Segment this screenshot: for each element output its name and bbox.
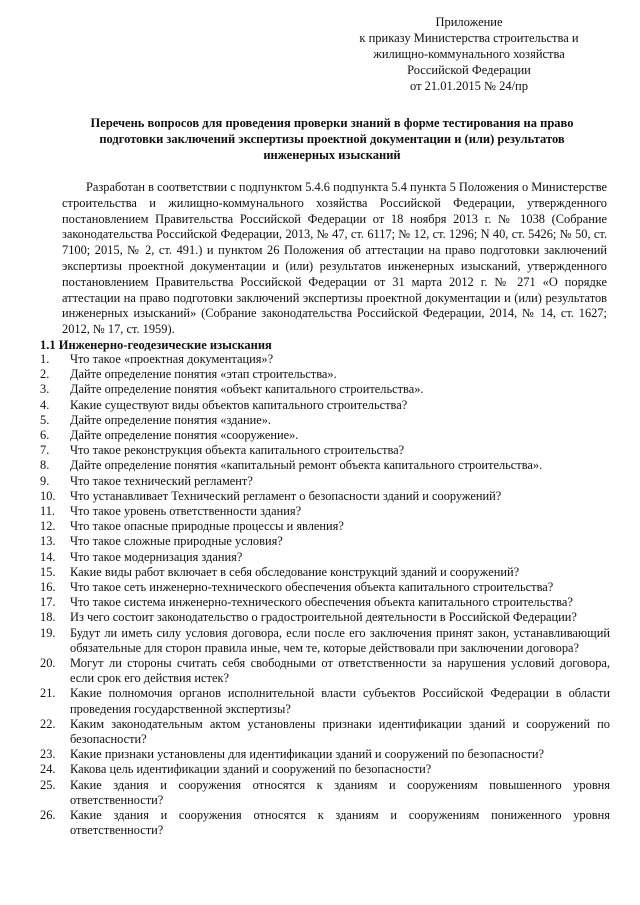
intro-paragraph: Разработан в соответствии с подпунктом 5.4.6 подпункта 5.4 пункта 5 Положения о Министерстве строительства и жилищно-коммунального хозяйства Российской Федерации, утвержденного постановлением Правительства Российской Федерации от 18 ноября 2013 г. № 1038 (Собрание законодательства Российской Федерации, 2013, № 47, ст. 6117; № 12, ст. 1296; N 40, ст. 5426; № 50, ст. 7100; 2015, № 2, ст. 491.) и пунктом 26 Положения об аттестации на право подготовки заключений экспертизы проектной документации и (или) результатов инженерных изысканий, утвержденного постановлением Правительства Российской Федерации от 31 марта 2012 г. № 271 «О порядке аттестации на право подготовки заключений экспертизы проектной документации и (или) результатов инженерных изысканий» (Собрание законодательства Российской Федерации, 2014, № 14, ст. 1627; 2012, № 17, ст. 1959). (62, 180, 607, 337)
question-text: Какие здания и сооружения относятся к зданиям и сооружениям пониженного уровня ответственности? (70, 808, 610, 838)
question-text: Что такое сложные природные условия? (70, 534, 283, 549)
question-item (40, 367, 610, 382)
approval-line: жилищно-коммунального хозяйства (373, 47, 565, 61)
question-text: Что такое технический регламент? (70, 473, 253, 488)
question-number: 3. (40, 382, 50, 397)
question-number: 16. (40, 580, 56, 595)
question-item (40, 550, 610, 565)
question-item (40, 489, 610, 504)
question-number: 4. (40, 397, 50, 412)
question-number: 24. (40, 762, 56, 777)
question-text: Что такое система инженерно-технического обеспечения объекта капитального строительства? (70, 595, 573, 610)
question-number: 26. (40, 808, 56, 823)
question-item (40, 656, 610, 686)
question-text: Какие здания и сооружения относятся к зданиям и сооружениям повышенного уровня ответственности? (70, 777, 610, 807)
question-number: 14. (40, 549, 56, 564)
question-number: 6. (40, 428, 50, 443)
question-item (40, 413, 610, 428)
question-item (40, 686, 610, 716)
question-number: 18. (40, 610, 56, 625)
question-text: Дайте определение понятия «капитальный ремонт объекта капитального строительства». (70, 458, 543, 473)
question-item (40, 595, 610, 610)
question-number: 23. (40, 747, 56, 762)
approval-line: Приложение (435, 15, 503, 29)
approval-line: Российской Федерации (407, 63, 531, 77)
question-item (40, 610, 610, 625)
approval-line: к приказу Министерства строительства и (359, 31, 579, 45)
question-item (40, 565, 610, 580)
question-number: 19. (40, 625, 56, 640)
question-item (40, 504, 610, 519)
question-text: Какова цель идентификации зданий и сооружений по безопасности? (70, 762, 432, 777)
question-number: 17. (40, 595, 56, 610)
question-text: Что такое «проектная документация»? (70, 352, 274, 366)
question-number: 2. (40, 367, 50, 382)
question-number: 7. (40, 443, 50, 458)
question-number: 11. (40, 504, 56, 519)
question-text: Каким законодательным актом установлены признаки идентификации зданий и сооружений по безопасности? (70, 716, 610, 747)
question-number: 5. (40, 412, 50, 427)
question-item (40, 534, 610, 549)
question-number: 20. (40, 656, 56, 671)
question-number: 22. (40, 716, 56, 731)
question-text: Дайте определение понятия «здание». (70, 412, 272, 427)
question-text: Из чего состоит законодательство о градостроительной деятельности в Российской Федерации? (70, 610, 577, 625)
question-item (40, 398, 610, 413)
question-number: 25. (40, 777, 56, 792)
question-item (40, 519, 610, 534)
question-number: 13. (40, 534, 56, 549)
question-item (40, 626, 610, 656)
question-text: Могут ли стороны считать себя свободными от ответственности за нарушения условий договора, если срок его действия истек? (70, 656, 610, 686)
question-item (40, 717, 610, 747)
question-number: 1. (40, 352, 50, 366)
question-number: 12. (40, 519, 56, 534)
question-text: Какие признаки установлены для идентификации зданий и сооружений по безопасности? (70, 747, 545, 762)
approval-line: от 21.01.2015 № 24/пр (409, 79, 528, 93)
question-text: Дайте определение понятия «объект капитального строительства». (70, 382, 424, 397)
question-item (40, 762, 610, 777)
question-text: Что такое реконструкция объекта капитального строительства? (70, 443, 405, 458)
question-list (40, 352, 610, 839)
question-item (40, 352, 610, 367)
section-heading: 1.1 Инженерно-геодезические изыскания (40, 338, 272, 352)
question-item (40, 382, 610, 397)
question-item (40, 580, 610, 595)
question-text: Что такое опасные природные процессы и явления? (70, 519, 344, 534)
question-text: Дайте определение понятия «сооружение». (70, 428, 299, 443)
question-item (40, 474, 610, 489)
question-item (40, 808, 610, 838)
question-number: 21. (40, 686, 56, 701)
question-text: Что такое модернизация здания? (70, 549, 243, 564)
question-item (40, 428, 610, 443)
question-item (40, 747, 610, 762)
question-item (40, 778, 610, 808)
question-number: 10. (40, 488, 56, 503)
question-number: 9. (40, 473, 50, 488)
question-text: Какие существуют виды объектов капитального строительства? (70, 397, 408, 412)
question-text: Что такое сеть инженерно-технического обеспечения объекта капитального строительства? (70, 580, 554, 595)
question-text: Какие виды работ включает в себя обследование конструкций зданий и сооружений? (70, 564, 520, 579)
question-number: 8. (40, 458, 50, 473)
question-item (40, 458, 610, 473)
question-text: Что такое уровень ответственности здания? (70, 504, 302, 519)
question-number: 15. (40, 564, 56, 579)
question-text: Дайте определение понятия «этап строительства». (70, 367, 337, 382)
question-text: Что устанавливает Технический регламент о безопасности зданий и сооружений? (70, 488, 502, 503)
approval-note (330, 14, 608, 94)
question-text: Будут ли иметь силу условия договора, если после его заключения принят закон, устанавливающий обязательные для сторон правила иные, чем те, которые действовали при заключении договора? (70, 625, 610, 655)
document-title: Перечень вопросов для проведения проверки знаний в форме тестирования на право подготовки заключений экспертизы проектной документации и (или) результатов инженерных изысканий (90, 116, 574, 162)
question-item (40, 443, 610, 458)
question-text: Какие полномочия органов исполнительной власти субъектов Российской Федерации в области проведения государственной экспертизы? (70, 686, 610, 716)
